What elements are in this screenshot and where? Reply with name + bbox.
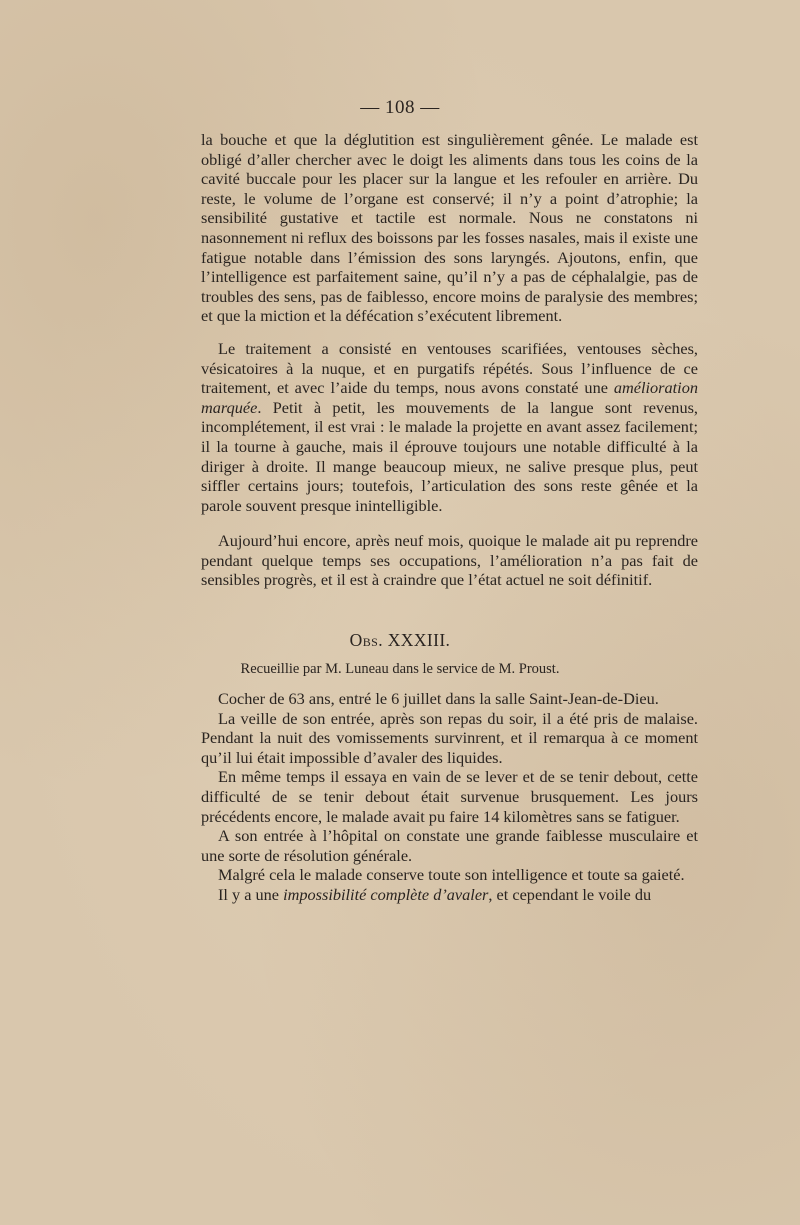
treatment-text-part2: . Petit à petit, les mouvements de la langue sont revenus, incomplétement, il est vrai : le malade la projette en avant assez facilement; il la tourne à gauche, mais il éprouve toujours une notable difficulté à la diriger à droite. Il mange beaucoup mieux, ne salive presque plus, peut siffler certains jours; toutefois, l’articulation des sons reste gênée et la parole souvent presque inintelligible. (201, 397, 698, 515)
observation-label: Obs. (349, 630, 383, 650)
obs-paragraph-6 (201, 885, 698, 905)
today-text: Aujourd’hui encore, après neuf mois, quoique le malade ait pu reprendre pendant quelque temps ses occupations, l’amélioration n’a pas fait de sensibles progrès, et il est à craindre que l’état actuel ne soit définitif. (201, 531, 698, 590)
today-paragraph (201, 531, 698, 590)
observation-title (0, 630, 800, 651)
obs-paragraph-1: Cocher de 63 ans, entré le 6 juillet dans la salle Saint-Jean-de-Dieu. (218, 689, 659, 708)
obs-paragraph-6-italic: impossibilité complète d’avaler (283, 884, 489, 904)
intro-text: la bouche et que la déglutition est singulièrement gênée. Le malade est obligé d’aller chercher avec le doigt les aliments dans tous les coins de la cavité buccale pour les placer sur la langue et les refouler en arrière. Du reste, le volume de l’organe est conservé; il n’y a point d’atrophie; la sensibilité gustative et tactile est normale. Nous ne constatons ni nasonnement ni reflux des boissons par les fosses nasales, mais il existe une fatigue notable dans l’émission des sons laryngés. Ajoutons, enfin, que l’intelligence est parfaitement saine, qu’il n’y a pas de céphalalgie, pas de troubles des sens, pas de faiblesso, encore moins de paralysie des membres; et que la miction et la défécation s’exécutent librement. (201, 130, 698, 326)
observation-subtitle: Recueillie par M. Luneau dans le service de M. Proust. (240, 661, 560, 677)
treatment-text (201, 339, 698, 515)
obs-paragraph-5: Malgré cela le malade conserve toute son intelligence et toute sa gaieté. (218, 865, 685, 885)
intro-paragraph (201, 130, 698, 326)
obs-paragraph-2: La veille de son entrée, après son repas du soir, il a été pris de malaise. Pendant la nuit des vomissements survinrent, et il remarqua à ce moment qu’il lui était impossible d’avaler des liquides. (201, 708, 698, 767)
obs-paragraph-4: A son entrée à l’hôpital on constate une grande faiblesse musculaire et une sorte de résolution générale. (201, 826, 698, 865)
treatment-italic: amélioration marquée (201, 378, 698, 417)
page-number: — 108 — (360, 97, 440, 118)
treatment-paragraph (201, 339, 698, 515)
obs-paragraph-6-end: , et cependant le voile du (488, 884, 652, 904)
obs-paragraph-3: En même temps il essaya en vain de se lever et de se tenir debout, cette difficulté de se tenir debout était survenue brusquement. Les jours précédents encore, le malade avait pu faire 14 kilomètres sans se fatiguer. (201, 767, 698, 826)
treatment-text-part1: Le traitement a consisté en ventouses scarifiées, ventouses sèches, vésicatoires à la nuque, et en purgatifs répétés. Sous l’influence de ce traitement, et avec l’aide du temps, nous avons constaté une (201, 339, 698, 398)
observation-body (201, 689, 698, 905)
observation-number: XXXIII. (387, 630, 451, 650)
obs-paragraph-6-start: Il y a une (218, 884, 284, 904)
